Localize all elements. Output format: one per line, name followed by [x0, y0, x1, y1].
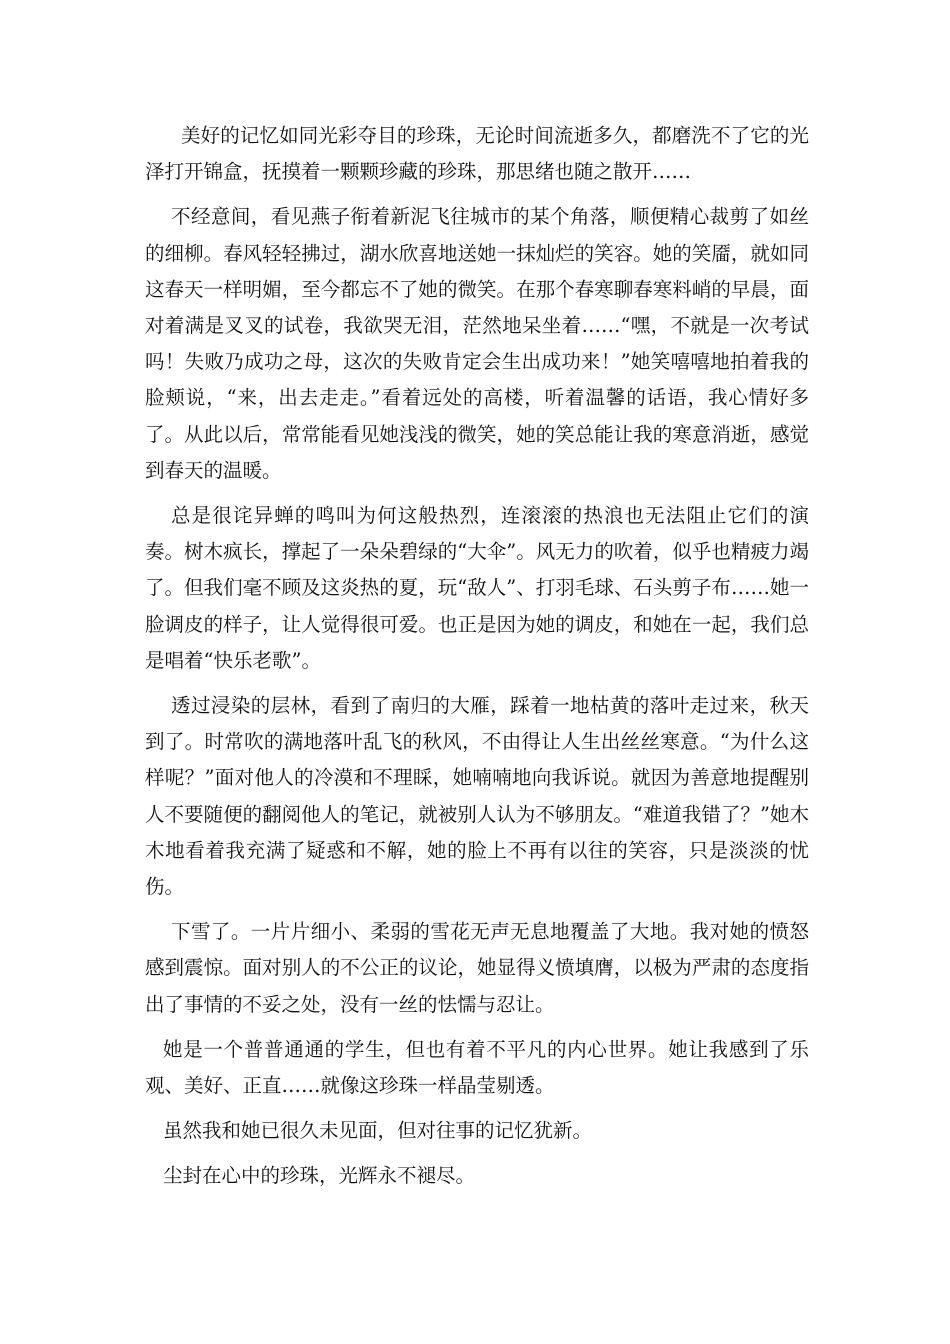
paragraph-character: 她是一个普普通通的学生，但也有着不平凡的内心世界。她让我感到了乐观、美好、正直……就像这珍珠一样晶莹剔透。	[145, 1037, 809, 1098]
paragraph-memory: 虽然我和她已很久未见面，但对往事的记忆犹新。	[163, 1119, 593, 1143]
paragraph-autumn: 透过浸染的层林，看到了南归的大雁，踩着一地枯黄的落叶走过来，秋天到了。时常吹的满地落叶乱飞的秋风，不由得让人生出丝丝寒意。“为什么这样呢？”面对他人的冷漠和不理睬，她喃喃地向我诉说。就因为善意地提醒别人不要随便的翻阅他人的笔记，就被别人认为不够朋友。“难道我错了？”她木木地看着我充满了疑惑和不解，她的脸上不再有以往的笑容，只是淡淡的忧伤。	[145, 694, 809, 899]
paragraph-intro: 美好的记忆如同光彩夺目的珍珠，无论时间流逝多久，都磨洗不了它的光泽打开锦盒，抚摸着一颗颗珍藏的珍珠，那思绪也随之散开……	[145, 124, 809, 184]
paragraph-closing: 尘封在心中的珍珠，光辉永不褪尽。	[163, 1164, 476, 1188]
paragraph-summer: 总是很诧异蝉的鸣叫为何这般热烈，连滚滚的热浪也无法阻止它们的演奏。树木疯长，撑起了一朵朵碧绿的“大伞”。风无力的吹着，似乎也精疲力竭了。但我们毫不顾及这炎热的夏，玩“敌人”、打羽毛球、石头剪子布……她一脸调皮的样子，让人觉得很可爱。也正是因为她的调皮，和她在一起，我们总是唱着“快乐老歌”。	[145, 504, 809, 672]
paragraph-winter: 下雪了。一片片细小、柔弱的雪花无声无息地覆盖了大地。我对她的愤怒感到震惊。面对别人的不公正的议论，她显得义愤填膺，以极为严肃的态度指出了事情的不妥之处，没有一丝的怯懦与忍让。	[145, 920, 809, 1016]
paragraph-spring: 不经意间，看见燕子衔着新泥飞往城市的某个角落，顺便精心裁剪了如丝的细柳。春风轻轻拂过，湖水欣喜地送她一抹灿烂的笑容。她的笑靥，就如同这春天一样明媚，至今都忘不了她的微笑。在那个春寒聊春寒料峭的早晨，面对着满是叉叉的试卷，我欲哭无泪，茫然地呆坐着……“嘿，不就是一次考试吗！失败乃成功之母，这次的失败肯定会生出成功来！”她笑嘻嘻地拍着我的脸颊说，“来，出去走走。”看着远处的高楼，听着温馨的话语，我心情好多了。从此以后，常常能看见她浅浅的微笑，她的笑总能让我的寒意消逝，感觉到春天的温暖。	[145, 205, 809, 482]
essay-body	[145, 118, 809, 1195]
